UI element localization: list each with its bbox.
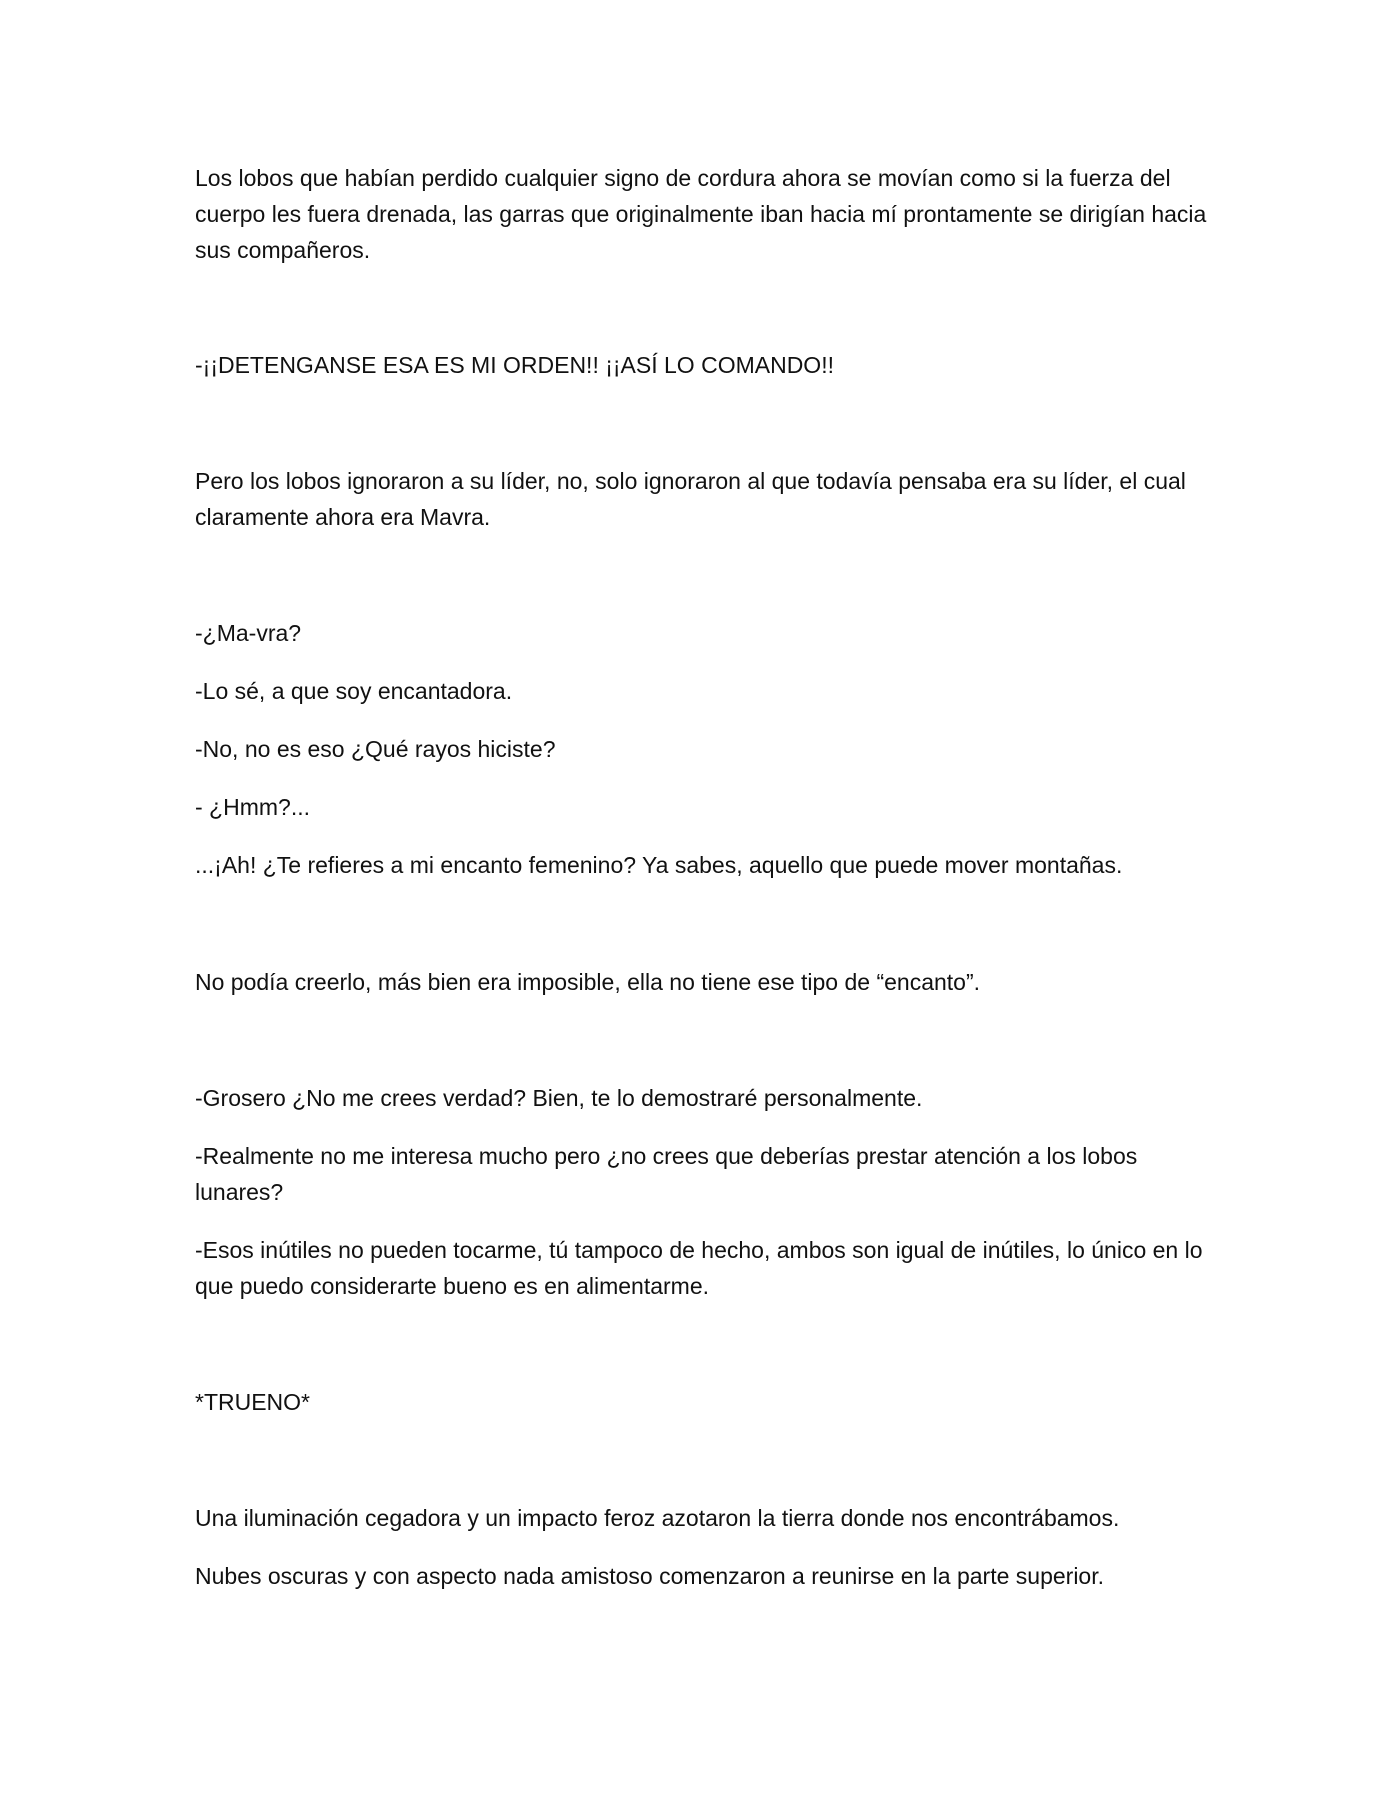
paragraph-wolves-drained bbox=[195, 160, 1215, 268]
text-line: Los lobos que habían perdido cualquier signo de cordura ahora se movían como si la fuerza del bbox=[195, 165, 1171, 191]
text-line: Pero los lobos ignoraron a su líder, no, solo ignoraron al que todavía pensaba era su líder, el cual bbox=[195, 468, 1186, 494]
dialogue-line bbox=[195, 1080, 1215, 1116]
text-line: claramente ahora era Mavra. bbox=[195, 504, 491, 530]
paragraph-wolves-ignore-leader bbox=[195, 463, 1215, 535]
dialogue-line bbox=[195, 1232, 1215, 1304]
paragraph-narration-charm bbox=[195, 964, 1215, 1000]
text-line: -Realmente no me interesa mucho pero ¿no crees que deberías prestar atención a los lobos bbox=[195, 1143, 1138, 1169]
text-line: ...¡Ah! ¿Te refieres a mi encanto femenino? Ya sabes, aquello que puede mover montañas. bbox=[195, 852, 1123, 878]
text-line: que puedo considerarte bueno es en alimentarme. bbox=[195, 1273, 710, 1299]
text-line: *TRUENO* bbox=[195, 1389, 311, 1415]
dialogue-line bbox=[195, 789, 1215, 825]
dialogue-line bbox=[195, 673, 1215, 709]
text-line: -¡¡DETENGANSE ESA ES MI ORDEN!! ¡¡ASÍ LO COMANDO!! bbox=[195, 352, 834, 378]
paragraph-leader-command bbox=[195, 347, 1215, 383]
text-line: -¿Ma-vra? bbox=[195, 620, 302, 646]
text-line: lunares? bbox=[195, 1179, 284, 1205]
text-line: Nubes oscuras y con aspecto nada amistoso comenzaron a reunirse en la parte superior. bbox=[195, 1563, 1105, 1589]
text-line: -No, no es eso ¿Qué rayos hiciste? bbox=[195, 736, 556, 762]
dialogue-line bbox=[195, 731, 1215, 767]
text-line: cuerpo les fuera drenada, las garras que originalmente iban hacia mí prontamente se dirigían hacia bbox=[195, 201, 1207, 227]
paragraph-dark-clouds bbox=[195, 1558, 1215, 1594]
text-line: Una iluminación cegadora y un impacto feroz azotaron la tierra donde nos encontrábamos. bbox=[195, 1505, 1120, 1531]
text-line: sus compañeros. bbox=[195, 237, 371, 263]
sound-effect-thunder bbox=[195, 1384, 1215, 1420]
dialogue-line bbox=[195, 847, 1215, 883]
paragraph-lightning-impact bbox=[195, 1500, 1215, 1536]
text-line: -Esos inútiles no pueden tocarme, tú tampoco de hecho, ambos son igual de inútiles, lo único en lo bbox=[195, 1237, 1203, 1263]
text-line: No podía creerlo, más bien era imposible, ella no tiene ese tipo de “encanto”. bbox=[195, 969, 981, 995]
text-line: - ¿Hmm?... bbox=[195, 794, 310, 820]
text-line: -Grosero ¿No me crees verdad? Bien, te lo demostraré personalmente. bbox=[195, 1085, 923, 1111]
dialogue-line bbox=[195, 1138, 1215, 1210]
text-line: -Lo sé, a que soy encantadora. bbox=[195, 678, 513, 704]
dialogue-line bbox=[195, 615, 1215, 651]
